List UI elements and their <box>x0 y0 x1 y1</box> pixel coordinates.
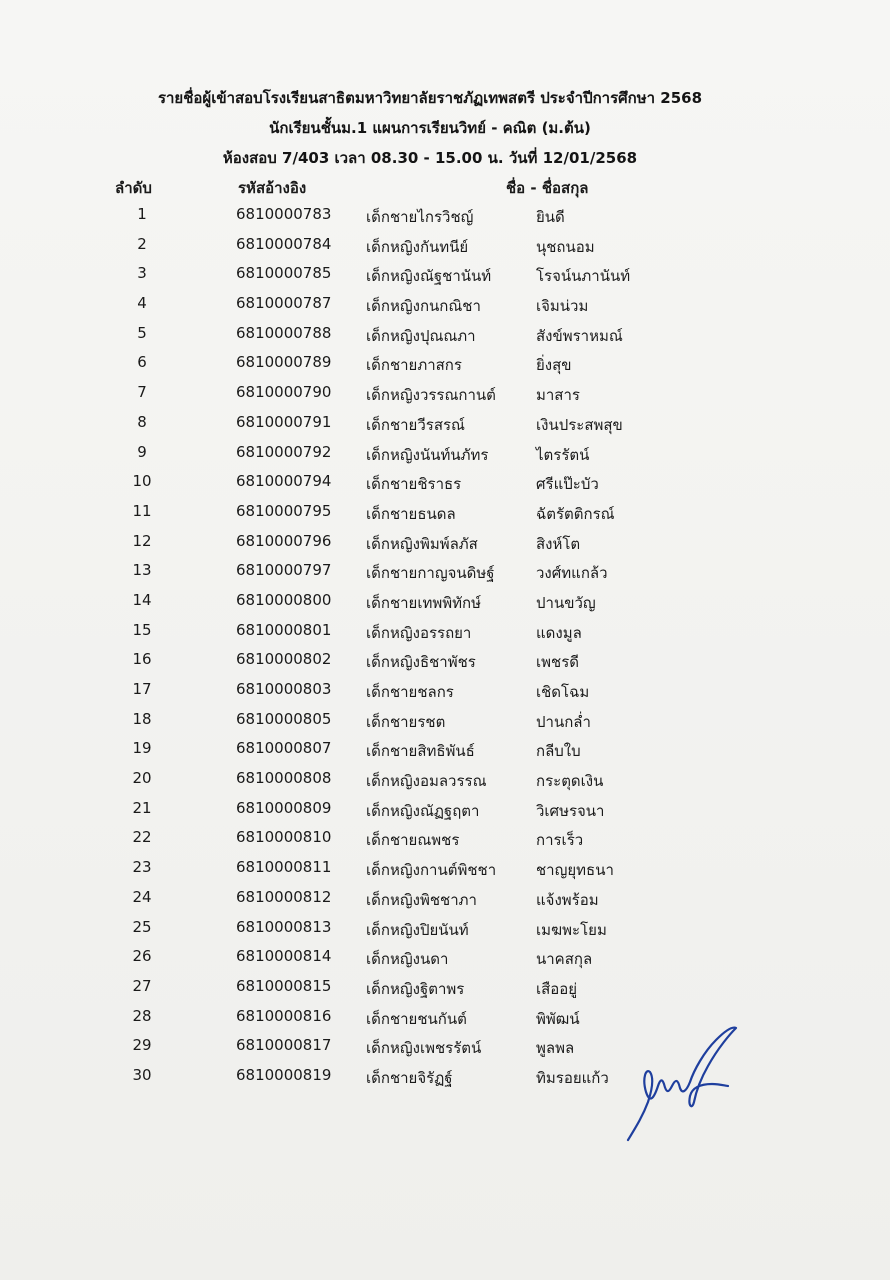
reference-code: 6810000808 <box>236 769 332 788</box>
row-number: 26 <box>132 947 152 966</box>
row-number: 5 <box>137 323 147 342</box>
reference-code: 6810000813 <box>236 917 332 936</box>
table-row <box>0 1031 890 1061</box>
student-last-name: มาสาร <box>536 386 580 405</box>
reference-code: 6810000784 <box>236 234 332 253</box>
student-first-name: เด็กชายชิราธร <box>366 475 462 494</box>
student-first-name: เด็กหญิงณัฏฐฤตา <box>366 801 480 820</box>
row-number: 12 <box>132 531 152 550</box>
reference-code: 6810000787 <box>236 294 332 313</box>
student-first-name: เด็กชายสิทธิพันธ์ <box>366 742 475 761</box>
row-number: 27 <box>132 976 152 995</box>
row-number: 28 <box>132 1006 152 1025</box>
reference-code: 6810000815 <box>236 976 332 995</box>
signature-icon <box>620 1022 750 1152</box>
row-number: 7 <box>137 383 147 402</box>
row-number: 29 <box>132 1036 152 1055</box>
reference-code: 6810000816 <box>236 1006 332 1025</box>
student-first-name: เด็กหญิงกนกณิชา <box>366 297 481 316</box>
table-row <box>0 1061 890 1091</box>
reference-code: 6810000811 <box>236 858 332 877</box>
row-number: 1 <box>137 205 147 223</box>
reference-code: 6810000788 <box>236 323 332 342</box>
student-list <box>0 200 890 1091</box>
student-first-name: เด็กหญิงนดา <box>366 950 449 969</box>
row-number: 17 <box>132 680 152 698</box>
row-number: 6 <box>137 353 147 372</box>
table-row <box>0 942 890 972</box>
reference-code: 6810000819 <box>236 1065 332 1084</box>
table-row <box>0 913 890 943</box>
document-subtitle: นักเรียนชั้นม.1 แผนการเรียนวิทย์ - คณิต (ม.ต้น) <box>269 119 591 137</box>
table-row <box>0 438 890 468</box>
row-number: 24 <box>132 887 152 906</box>
student-last-name: สังข์พราหมณ์ <box>536 326 623 345</box>
student-last-name: ชาญยุทธนา <box>536 861 614 880</box>
table-row <box>0 497 890 527</box>
row-number: 19 <box>132 739 152 758</box>
student-last-name: พูลพล <box>536 1039 575 1058</box>
row-number: 9 <box>137 442 147 461</box>
student-first-name: เด็กชายชลกร <box>366 683 454 701</box>
student-last-name: แจ้งพร้อม <box>536 890 599 909</box>
student-last-name: วงศ์ทแกล้ว <box>536 564 608 583</box>
column-header-no: ลำดับ <box>115 179 152 197</box>
row-number: 23 <box>132 858 152 877</box>
exam-room-info: ห้องสอบ 7/403 เวลา 08.30 - 15.00 น. วันที่ 12/01/2568 <box>222 149 638 167</box>
reference-code: 6810000802 <box>236 650 332 669</box>
reference-code: 6810000807 <box>236 739 332 758</box>
table-row <box>0 586 890 616</box>
student-first-name: เด็กหญิงพิมพ์ลภัส <box>366 534 478 553</box>
reference-code: 6810000805 <box>236 709 332 728</box>
student-first-name: เด็กชายภาสกร <box>366 356 462 375</box>
student-last-name: เจิมน่วม <box>536 297 589 316</box>
table-row <box>0 259 890 289</box>
student-first-name: เด็กชายรชต <box>366 712 446 731</box>
table-row <box>0 794 890 824</box>
table-row <box>0 556 890 586</box>
reference-code: 6810000794 <box>236 472 332 491</box>
student-last-name: เชิดโฉม <box>536 683 590 701</box>
student-last-name: ศรีแป๊ะบัว <box>536 475 599 494</box>
student-last-name: นาคสกุล <box>536 950 593 969</box>
table-row <box>0 883 890 913</box>
student-last-name: เพชรดี <box>536 653 579 672</box>
row-number: 14 <box>132 590 152 609</box>
table-row <box>0 764 890 794</box>
reference-code: 6810000800 <box>236 590 332 609</box>
table-row <box>0 645 890 675</box>
row-number: 10 <box>132 472 152 491</box>
student-last-name: ยิ่งสุข <box>536 356 572 375</box>
table-row <box>0 972 890 1002</box>
student-first-name: เด็กชายจิรัฏฐ์ <box>366 1068 453 1087</box>
column-header-name: ชื่อ - ชื่อสกุล <box>506 179 589 197</box>
row-number: 16 <box>132 650 152 669</box>
reference-code: 6810000812 <box>236 887 332 906</box>
table-row <box>0 408 890 438</box>
table-row <box>0 230 890 260</box>
student-first-name: เด็กชายไกรวิชญ์ <box>366 208 474 226</box>
student-first-name: เด็กชายวีรสรณ์ <box>366 415 465 434</box>
table-row <box>0 348 890 378</box>
student-last-name: ไตรรัตน์ <box>536 445 590 464</box>
row-number: 18 <box>132 709 152 728</box>
reference-code: 6810000797 <box>236 561 332 580</box>
student-first-name: เด็กชายณพชร <box>366 831 460 850</box>
reference-code: 6810000790 <box>236 383 332 402</box>
student-first-name: เด็กหญิงอมลวรรณ <box>366 772 487 791</box>
student-last-name: เงินประสพสุข <box>536 415 623 434</box>
student-last-name: พิพัฒน์ <box>536 1009 580 1028</box>
student-last-name: กระตุดเงิน <box>536 772 604 791</box>
row-number: 30 <box>132 1065 152 1084</box>
student-first-name: เด็กหญิงธิชาพัชร <box>366 653 476 672</box>
student-last-name: ทิมรอยแก้ว <box>536 1068 609 1087</box>
student-first-name: เด็กหญิงฐิตาพร <box>366 979 465 998</box>
student-first-name: เด็กหญิงอรรถยา <box>366 623 472 642</box>
student-last-name: วิเศษรจนา <box>536 801 605 820</box>
reference-code: 6810000803 <box>236 680 332 698</box>
row-number: 2 <box>137 234 147 253</box>
column-header-id: รหัสอ้างอิง <box>238 179 307 197</box>
student-last-name: เมฆพะโยม <box>536 920 607 939</box>
student-last-name: ปานกล่ำ <box>536 712 591 731</box>
row-number: 11 <box>132 501 152 520</box>
table-row <box>0 1002 890 1032</box>
table-row <box>0 675 890 705</box>
reference-code: 6810000785 <box>236 264 332 283</box>
table-row <box>0 853 890 883</box>
reference-code: 6810000817 <box>236 1036 332 1055</box>
table-row <box>0 378 890 408</box>
table-row <box>0 200 890 230</box>
student-last-name: การเร็ว <box>536 831 584 850</box>
reference-code: 6810000791 <box>236 412 332 431</box>
reference-code: 6810000796 <box>236 531 332 550</box>
row-number: 22 <box>132 828 152 847</box>
student-last-name: ฉัตรัตติกรณ์ <box>536 504 615 523</box>
table-row <box>0 616 890 646</box>
student-first-name: เด็กหญิงปิยนันท์ <box>366 920 469 939</box>
row-number: 15 <box>132 620 152 639</box>
row-number: 25 <box>132 917 152 936</box>
reference-code: 6810000814 <box>236 947 332 966</box>
row-number: 20 <box>132 769 152 788</box>
student-last-name: ปานขวัญ <box>536 593 596 612</box>
student-last-name: ยินดี <box>536 208 565 226</box>
student-first-name: เด็กชายกาญจนดิษฐ์ <box>366 564 495 583</box>
student-first-name: เด็กหญิงกันทนีย์ <box>366 237 469 256</box>
student-first-name: เด็กหญิงณัฐชานันท์ <box>366 267 492 286</box>
student-first-name: เด็กชายชนกันต์ <box>366 1009 467 1028</box>
student-first-name: เด็กชายเทพพิทักษ์ <box>366 593 481 612</box>
student-first-name: เด็กหญิงเพชรรัตน์ <box>366 1039 482 1058</box>
reference-code: 6810000789 <box>236 353 332 372</box>
reference-code: 6810000801 <box>236 620 332 639</box>
student-last-name: แดงมูล <box>536 623 582 642</box>
reference-code: 6810000783 <box>236 205 332 223</box>
student-first-name: เด็กหญิงพิชชาภา <box>366 890 477 909</box>
table-row <box>0 319 890 349</box>
table-row <box>0 734 890 764</box>
row-number: 13 <box>132 561 152 580</box>
row-number: 21 <box>132 798 152 817</box>
student-first-name: เด็กหญิงนันท์นภัทร <box>366 445 489 464</box>
student-last-name: นุชถนอม <box>536 237 595 256</box>
student-last-name: กลีบใบ <box>536 742 581 761</box>
reference-code: 6810000792 <box>236 442 332 461</box>
table-row <box>0 527 890 557</box>
reference-code: 6810000795 <box>236 501 332 520</box>
reference-code: 6810000809 <box>236 798 332 817</box>
table-row <box>0 289 890 319</box>
row-number: 3 <box>137 264 147 283</box>
table-row <box>0 467 890 497</box>
student-last-name: เสืออยู่ <box>536 979 578 998</box>
student-first-name: เด็กหญิงวรรณกานต์ <box>366 386 496 405</box>
student-first-name: เด็กหญิงกานต์พิชชา <box>366 861 497 880</box>
student-last-name: โรจน์นภานันท์ <box>536 267 631 286</box>
student-first-name: เด็กหญิงปุณณภา <box>366 326 476 345</box>
row-number: 8 <box>137 412 147 431</box>
reference-code: 6810000810 <box>236 828 332 847</box>
student-last-name: สิงห์โต <box>536 534 581 553</box>
document-title: รายชื่อผู้เข้าสอบโรงเรียนสาธิตมหาวิทยาลัยราชภัฏเทพสตรี ประจำปีการศึกษา 2568 <box>157 89 703 107</box>
table-row <box>0 705 890 735</box>
row-number: 4 <box>137 294 147 313</box>
student-first-name: เด็กชายธนดล <box>366 504 456 523</box>
table-row <box>0 823 890 853</box>
